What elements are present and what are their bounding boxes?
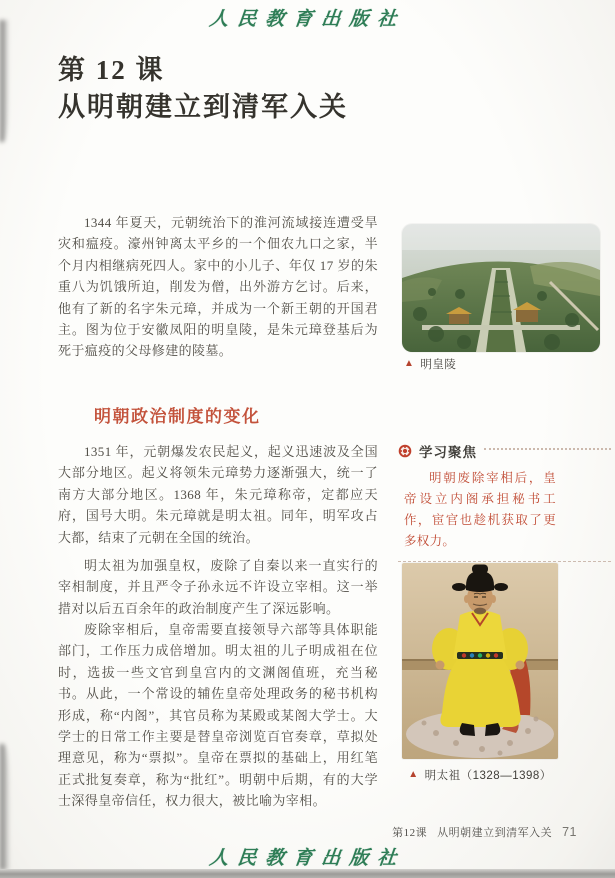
portrait-caption-text: 明太祖（1328—1398）: [424, 770, 552, 782]
learning-focus-box: [398, 441, 611, 562]
triangle-marker-icon: ▲: [408, 769, 419, 780]
intro-paragraph: 1344 年夏天，元朝统治下的淮河流域接连遭受旱灾和瘟疫。濠州钟离太平乡的一个佃农九口之家，半个月内相继病死四人。家中的小儿子、年仅 17 岁的朱重八为饥饿所迫，削发为僧，出外游方乞讨。后来，他有了新的名字朱元璋，并成为一个新王朝的开国君主。图为位于安徽凤阳的明皇陵，是朱元璋登基后为死于瘟疫的父母修建的陵墓。: [58, 215, 378, 359]
triangle-marker-icon: ▲: [404, 358, 415, 369]
section-heading: 明朝政治制度的变化: [94, 407, 261, 426]
tomb-aerial-illustration: [402, 224, 600, 352]
dotted-leader: [484, 448, 611, 450]
publisher-logo-top: 人民教育出版社: [208, 9, 407, 30]
body-paragraph: 1351 年，元朝爆发农民起义，起义迅速波及全国大部分地区。起义将领朱元璋势力逐渐强大，统一了南方大部分地区。1368 年，朱元璋称帝，定都应天府，国号大明。朱元璋就是明太祖。同年，明军攻占大都，结束了元朝在全国的统治。: [58, 444, 378, 545]
page-corner-shadow: [0, 744, 10, 870]
page-corner-shadow: [0, 20, 9, 142]
ming-imperial-tomb-photo: [402, 224, 600, 352]
lesson-number: 第 12 课: [58, 55, 165, 85]
emperor-portrait-illustration: [402, 563, 558, 759]
tomb-caption: [404, 356, 456, 372]
body-paragraph: 明太祖为加强皇权，废除了自秦以来一直实行的宰相制度，并且严令子孙永远不许设立宰相。这一举措对以后五百余年的政治制度产生了深远影响。: [58, 558, 378, 616]
learning-focus-title: 学习聚焦: [419, 445, 477, 460]
page-footer: [392, 824, 577, 840]
page-number: 71: [562, 825, 577, 839]
body-paragraph: 废除宰相后，皇帝需要直接领导六部等具体职能部门，工作压力成倍增加。明太祖的儿子明成祖在位时，选拔一些文官到皇宫内的文渊阁值班，充当秘书。从此，一个常设的辅佐皇帝处理政务的秘书机构形成，称“内阁”，其官员称为某殿或某阁大学士。大学士的日常工作主要是替皇帝浏览百官奏章，草拟处理意见，称为“票拟”。皇帝在票拟的基础上，用红笔正式批复奏章，称为“批红”。明朝中后期，有的大学士深得皇帝信任，权力很大，被比喻为宰相。: [58, 622, 378, 809]
learning-focus-text: 明朝废除宰相后，皇帝设立内阁承担秘书工作，宦官也趁机获取了更多权力。: [404, 471, 556, 548]
tomb-caption-text: 明皇陵: [420, 359, 457, 371]
portrait-caption: [402, 767, 558, 783]
lesson-title: 从明朝建立到清军入关: [58, 92, 348, 122]
learning-focus-header: [398, 441, 611, 461]
target-icon: [398, 444, 412, 458]
page-bottom-edge: [0, 869, 615, 878]
footer-chapter-title: 从明朝建立到清军入关: [437, 827, 553, 839]
ming-taizu-portrait: [402, 563, 558, 759]
publisher-logo-bottom: 人民教育出版社: [208, 848, 407, 869]
footer-lesson-ref: 第12课: [392, 827, 428, 839]
